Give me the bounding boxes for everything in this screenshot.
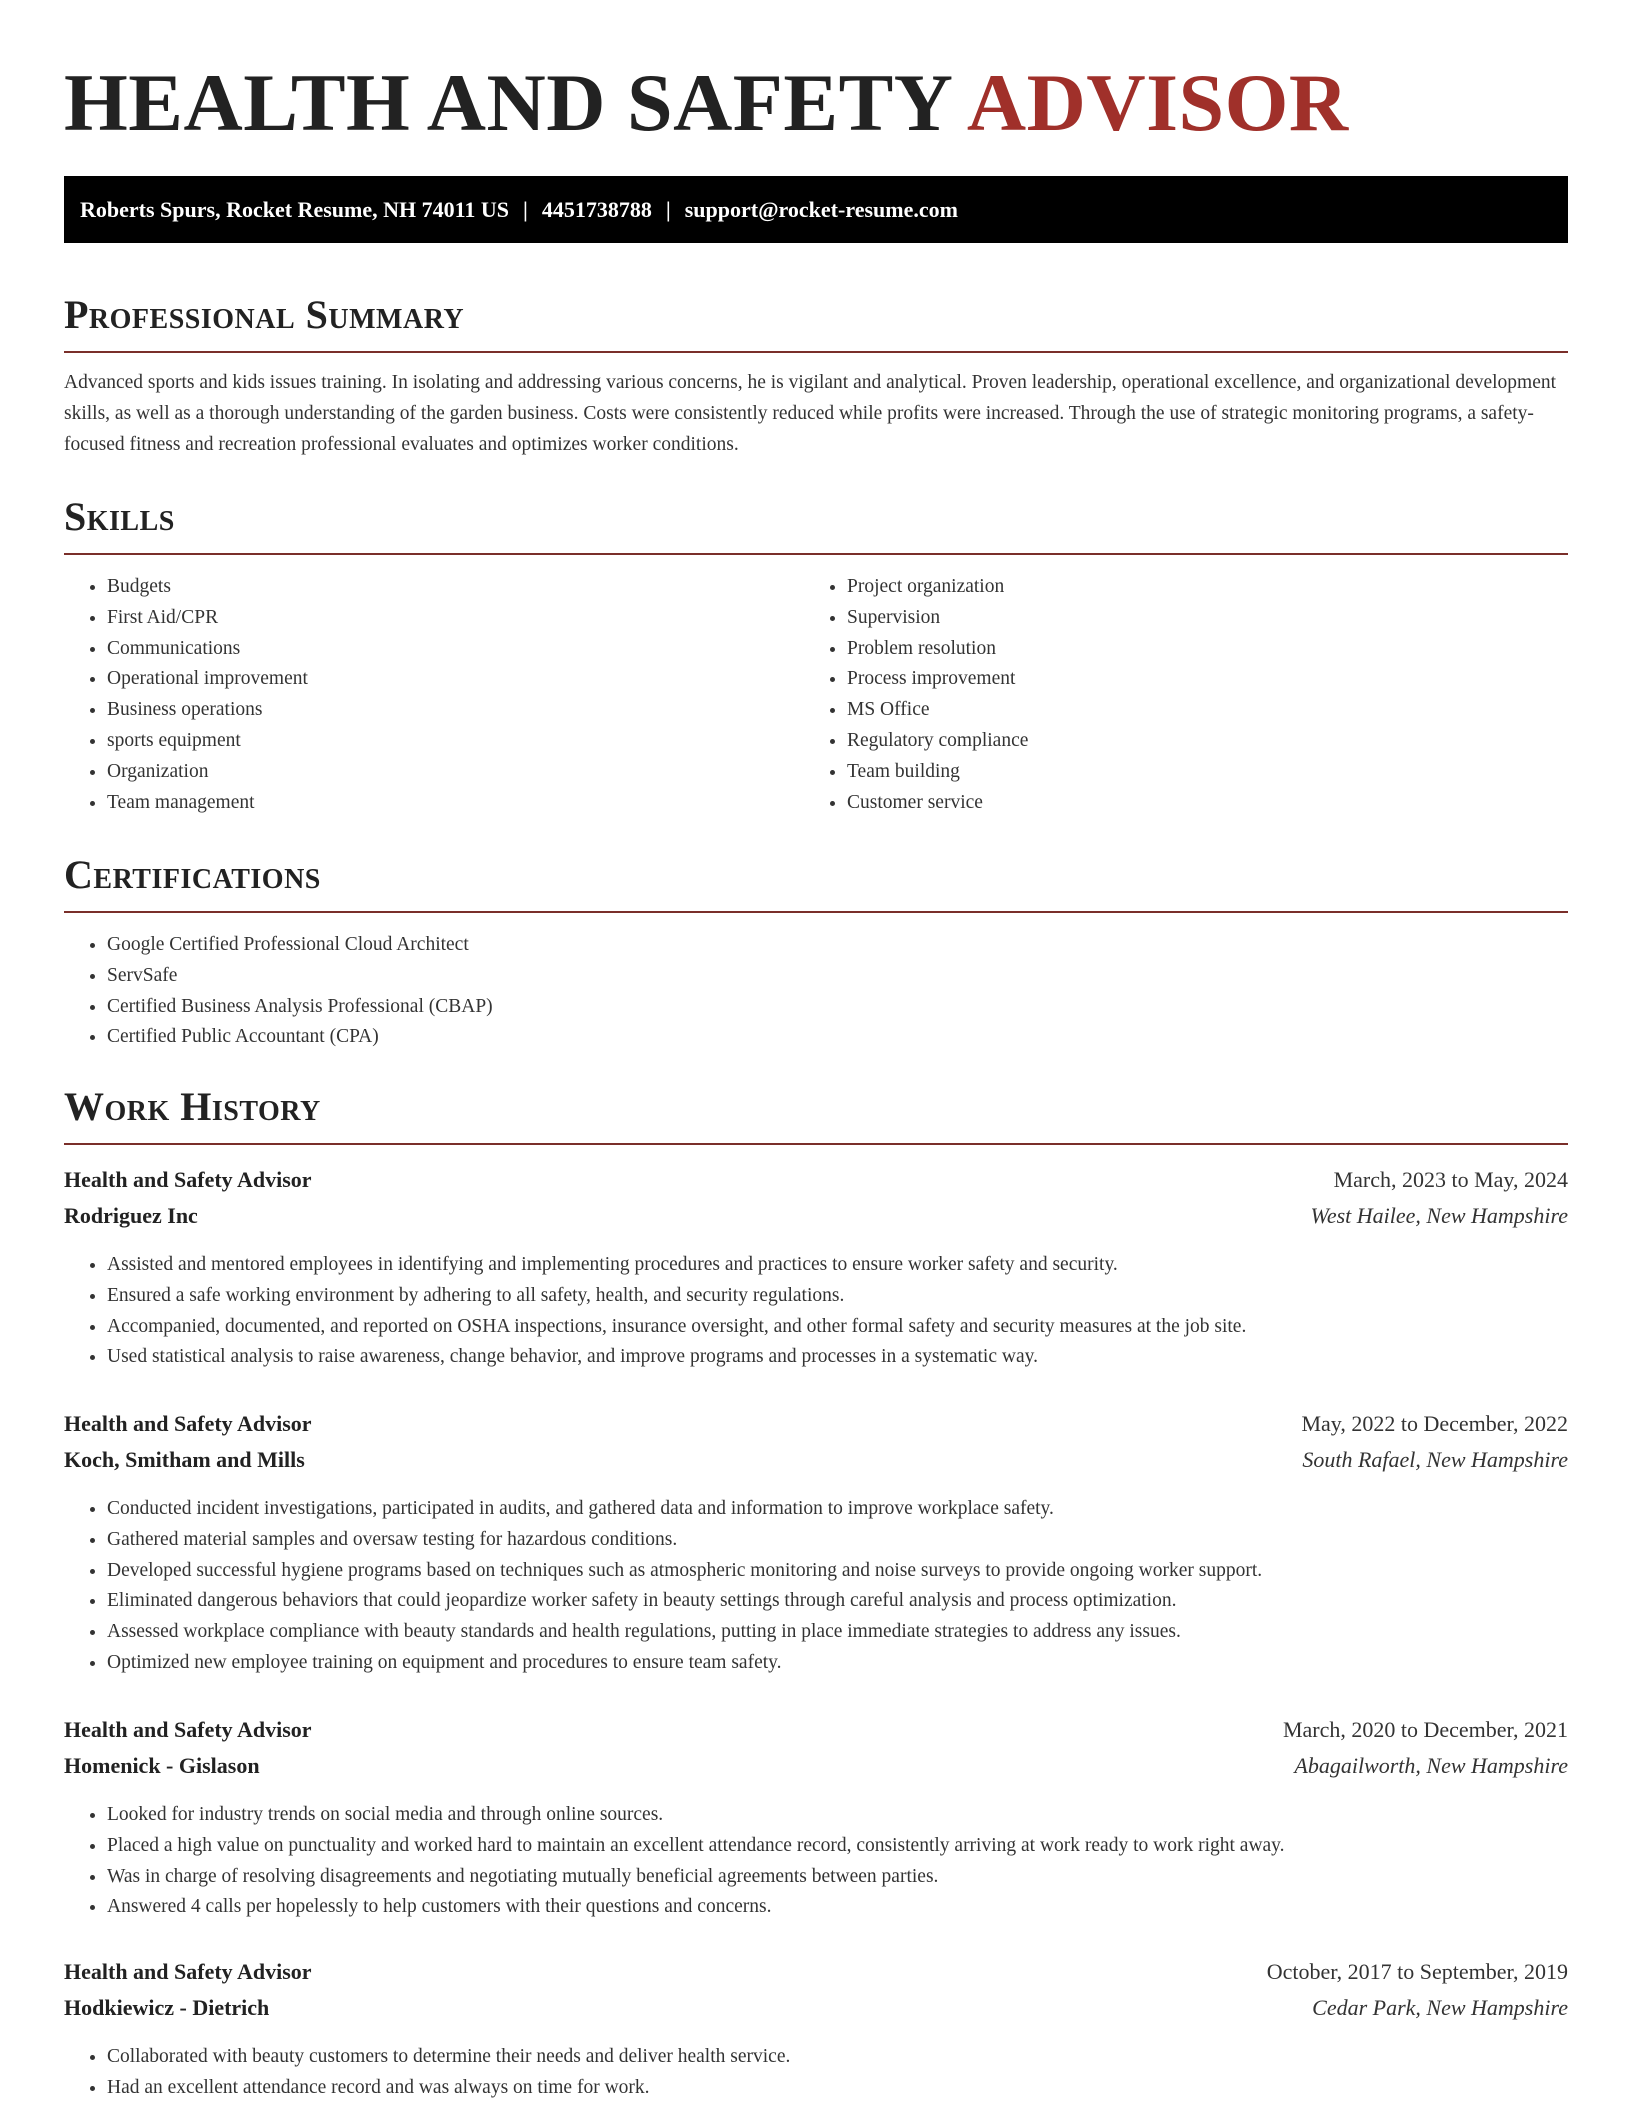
job-bullet: • Answered 4 calls per hopelessly to help customers with their questions and concerns.: [107, 1892, 1567, 1923]
contact-phone: 4451738788: [541, 197, 652, 222]
job-company-row: [64, 1990, 1568, 2026]
job-bullet: • Was in charge of resolving disagreements and negotiating mutually beneficial agreements between parties.: [107, 1862, 1567, 1893]
job-bullet: • Placed a high value on punctuality and worked hard to maintain an excellent attendance record, consistently arriving at work ready to work right away.: [107, 1831, 1567, 1862]
certification-item: • Certified Public Accountant (CPA): [107, 1022, 1567, 1053]
job-company: Hodkiewicz - Dietrich: [64, 1995, 270, 2020]
title-name: HEALTH AND SAFETY: [64, 57, 951, 148]
skill-item: • Supervision: [847, 603, 1547, 634]
job-company-row: [64, 1748, 1568, 1784]
job-title: Health and Safety Advisor: [64, 1717, 312, 1742]
contact-address: Roberts Spurs, Rocket Resume, NH 74011 US: [80, 197, 509, 222]
job-location: West Hailee, New Hampshire: [1310, 1203, 1568, 1228]
job-title-row: [64, 1406, 1568, 1442]
contact-separator: |: [523, 197, 528, 222]
job-bullet: • Ensured a safe working environment by adhering to all safety, health, and security regulations.: [107, 1281, 1567, 1312]
skills-section-header: [64, 493, 1568, 555]
job-bullet: • Developed successful hygiene programs based on techniques such as atmospheric monitoring and noise surveys to provide ongoing worker support.: [107, 1556, 1567, 1587]
skill-item: • Organization: [107, 757, 807, 788]
work-history-heading: Work History: [64, 1084, 321, 1129]
job-dates: May, 2022 to December, 2022: [1301, 1411, 1568, 1436]
summary-heading: Professional Summary: [64, 292, 465, 337]
skill-item: • Problem resolution: [847, 634, 1547, 665]
job-bullet: • Assisted and mentored employees in identifying and implementing procedures and practices to ensure worker safety and security.: [107, 1250, 1567, 1281]
job-title: Health and Safety Advisor: [64, 1411, 312, 1436]
job-bullet: • Gathered material samples and oversaw testing for hazardous conditions.: [107, 1525, 1567, 1556]
job-title: Health and Safety Advisor: [64, 1959, 312, 1984]
summary-text: Advanced sports and kids issues training. In isolating and addressing various concerns, he is vigilant and analytical. Proven leadership, operational excellence, and organizational development skills, as well as a thorough understanding of the garden business. Costs were consistently reduced while profits were increased. Through the use of strategic monitoring programs, a safety-focused fitness and recreation professional evaluates and optimizes worker conditions.: [64, 372, 1557, 455]
job-bullets: [64, 1250, 1567, 1373]
job-company: Homenick - Gislason: [64, 1753, 260, 1778]
job-bullet: • Assessed workplace compliance with beauty standards and health regulations, putting in place immediate strategies to address any issues.: [107, 1617, 1567, 1648]
job-dates: March, 2020 to December, 2021: [1282, 1717, 1568, 1742]
skill-item: • Operational improvement: [107, 664, 807, 695]
certifications-section-header: [64, 851, 1568, 913]
skill-item: • Business operations: [107, 695, 807, 726]
job-company-row: [64, 1442, 1568, 1478]
skill-item: • Project organization: [847, 572, 1547, 603]
skill-item: • Budgets: [107, 572, 807, 603]
job-company-row: [64, 1198, 1568, 1234]
job-bullet: • Had an excellent attendance record and was always on time for work.: [107, 2073, 1567, 2104]
skills-heading: Skills: [64, 494, 175, 539]
certification-item: • ServSafe: [107, 961, 1567, 992]
job-bullet: • Accompanied, documented, and reported on OSHA inspections, insurance oversight, and other formal safety and security measures at the job site.: [107, 1312, 1567, 1343]
contact-separator: |: [665, 197, 671, 222]
job-bullet: • Looked for industry trends on social media and through online sources.: [107, 1800, 1567, 1831]
skill-item: • sports equipment: [107, 726, 807, 757]
job-bullets: [64, 1800, 1567, 1923]
job-location: South Rafael, New Hampshire: [1302, 1447, 1568, 1472]
job-bullets: [64, 2042, 1567, 2104]
certifications-heading: Certifications: [64, 852, 321, 897]
contact-bar: [64, 176, 1568, 243]
skill-item: • Team building: [847, 757, 1547, 788]
certification-item: • Certified Business Analysis Professional (CBAP): [107, 992, 1567, 1023]
job-location: Abagailworth, New Hampshire: [1294, 1753, 1568, 1778]
job-bullet: • Collaborated with beauty customers to determine their needs and deliver health service.: [107, 2042, 1567, 2073]
job-title-row: [64, 1162, 1568, 1198]
job-dates: March, 2023 to May, 2024: [1333, 1167, 1568, 1192]
job-bullet: • Eliminated dangerous behaviors that could jeopardize worker safety in beauty settings through careful analysis and process optimization.: [107, 1586, 1567, 1617]
job-location: Cedar Park, New Hampshire: [1312, 1995, 1568, 2020]
skill-item: • Regulatory compliance: [847, 726, 1547, 757]
skill-item: • Process improvement: [847, 664, 1547, 695]
skill-item: • Team management: [107, 788, 807, 819]
job-bullet: • Optimized new employee training on equipment and procedures to ensure team safety.: [107, 1648, 1567, 1679]
skill-item: • Communications: [107, 634, 807, 665]
job-bullets: [64, 1494, 1567, 1679]
job-company: Koch, Smitham and Mills: [64, 1447, 305, 1472]
work-history-section-header: [64, 1083, 1568, 1145]
skill-item: • MS Office: [847, 695, 1547, 726]
certifications-list: [64, 930, 1567, 1053]
certification-item: • Google Certified Professional Cloud Architect: [107, 930, 1567, 961]
job-title-row: [64, 1712, 1568, 1748]
job-title-row: [64, 1954, 1568, 1990]
contact-email[interactable]: support@rocket-resume.com: [684, 197, 958, 222]
skills-list-left: [64, 572, 807, 818]
job-company: Rodriguez Inc: [64, 1203, 198, 1228]
skill-item: • Customer service: [847, 788, 1547, 819]
skills-list-right: [804, 572, 1547, 818]
job-bullet: • Used statistical analysis to raise awareness, change behavior, and improve programs and processes in a systematic way.: [107, 1342, 1567, 1373]
skill-item: • First Aid/CPR: [107, 603, 807, 634]
summary-section-header: [64, 291, 1568, 353]
job-bullet: • Conducted incident investigations, participated in audits, and gathered data and information to improve workplace safety.: [107, 1494, 1567, 1525]
job-title: Health and Safety Advisor: [64, 1167, 312, 1192]
job-dates: October, 2017 to September, 2019: [1266, 1959, 1568, 1984]
resume-title: [64, 55, 1349, 151]
title-role: ADVISOR: [966, 57, 1349, 148]
